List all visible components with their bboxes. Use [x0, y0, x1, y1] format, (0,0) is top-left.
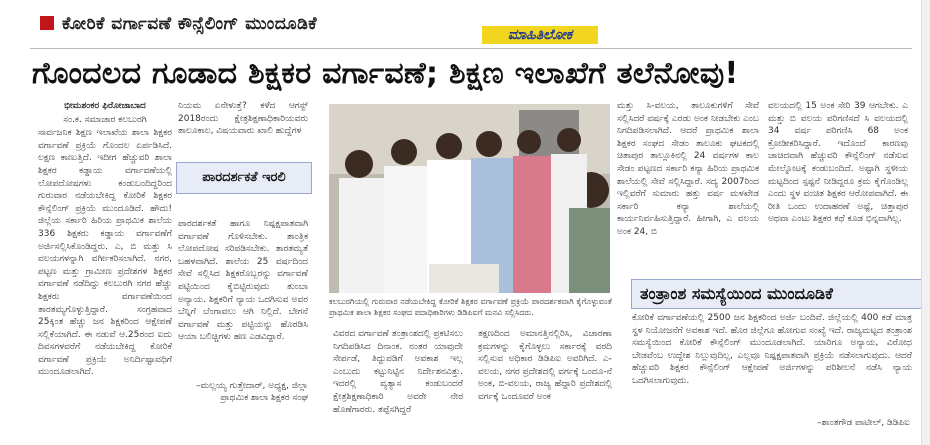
column-2-body: ಪಾರದರ್ಶಕತೆ ಹಾಗೂ ನಿಷ್ಪಕ್ಷಪಾತವಾಗಿ ವರ್ಗಾವಣೆ ಗೊಳಿಸಬೇಕು. ತಾಂತ್ರಿಕ ಲೋಪದೋಷ ಸರಿಪಡಿಸಬೇಕು. ತಾರತಮ್ಯತೆ ಬಹಳವಾಗಿದೆ. ಶಾಲೆಯ 25 ವರ್ಷದಿಂದ ಸೇವೆ ಸಲ್ಲಿಸಿದ ಶಿಕ್ಷಕರೊಬ್ಬರನ್ನು ವರ್ಗಾವಣೆ ಪಟ್ಟಿಯಿಂದ ಕೈಬಿಟ್ಟಿರುವುದು ತುಂಬಾ ಅನ್ಯಾಯ. ಶಿಕ್ಷಕರಿಗೆ ನ್ಯಾಯ ಒದಗಿಸುವ ಅವರ ಬೆನ್ನಿಗೆ ಬೆಂಗಾವಲು ಆಗಿ ನಿಲ್ಲಿದೆ. ಬೇಗನೆ ವರ್ಗಾವಣೆ ಮತ್ತು ಪಟ್ಟಿಯನ್ನು ಹೊರಡಿಸಿ ಆಯಾ ಬಲಿಚ್ಚಿಗಳು ಹಣ ಎಡವಿದ್ದಾರೆ. [178, 219, 308, 343]
page-edge [921, 0, 930, 445]
column-7: ಕೋರಿಕೆ ವರ್ಗಾವಣೆಯಲ್ಲಿ 2500 ಜನ ಶಿಕ್ಷಕರಿಂದ ಅರ್ಜಿ ಬಂದಿವೆ. ಜಿಲ್ಲೆಯಲ್ಲಿ 400 ಕಡೆ ಮಾತ್ರ ಸ್ಥಳ ನಿಯೋಜನೆಗೆ ಅವಕಾಶ ಇದೆ. ಹೊರ ಜಿಲ್ಲೆಗೂ ಹೋಗುವ ಸಂಖ್ಯೆ ಇದೆ. ರಾಜ್ಯಮಟ್ಟದ ತಂತ್ರಾಂಶ ಸಮಸ್ಯೆಯಿಂದ ಕೋರಿಕೆ ಕೌನ್ಸೆಲಿಂಗ್ ಮುಂದೂಡಲಾಗಿದೆ. ಯಾರಿಗೂ ಅನ್ಯಾಯ, ವಿರೋಧ ಬೇಡವೆಂಬ ಉದ್ದೇಶ ನಿಲ್ಲುವುದಿಲ್ಲ, ಎಲ್ಲವೂ ನಿಷ್ಪಕ್ಷಪಾತವಾಗಿ ಪ್ರಕ್ರಿಯೆ ನಡೆಸಲಾಗುವುದು. ಆದರೆ ಹೆಚ್ಚುವರಿ ಶಿಕ್ಷಕರ ಕೌನ್ಸೆಲಿಂಗ್ ಆಕ್ಷೇಪಣೆ ಅರ್ಜಿಗಳನ್ನು ಪರಿಶೀಲನೆ ನಡೆಸಿ ನ್ಯಾಯ ಒದಗಿಸಲಾಗುವುದು. [632, 313, 912, 386]
byline-place: ಸಂ.ಕ. ಸಮಾಚಾರ ಕಲಬುರಗಿ [63, 114, 147, 125]
kicker-text: ಕೋರಿಕೆ ವರ್ಗಾವಣೆ ಕೌನ್ಸೆಲಿಂಗ್ ಮುಂದೂಡಿಕೆ [62, 14, 318, 34]
column-3: ವಿವರದ ವರ್ಗಾವಣೆ ತಂತ್ರಾಂಶದಲ್ಲಿ ಪ್ರಕಟಿಸಲು ನಿಗದಿಪಡಿಸಿದ ದಿನಾಂಕ. ನಂತರ ಯಾವುದೇ ಸೇರ್ಪಡೆ, ತಿದ್ದುಪಡಿಗೆ ಅವಕಾಶ ಇಲ್ಲ ಎಂಬುದು ಕಟ್ಟುನಿಟ್ಟಿನ ನಿರ್ದೇಶನವಿತ್ತು. ಇದರಲ್ಲಿ ವ್ಯತ್ಯಾಸ ಕಂಡುಬಂದರೆ ಕ್ಷೇತ್ರಶಿಕ್ಷಣಾಧಿಕಾರಿ ಅವರೇ ನೇರ ಹೊಣೆಗಾರರು. ತಪ್ಪೆಸಗಿದ್ದರೆ [333, 329, 463, 415]
photo-illustration [329, 104, 610, 293]
photo-caption: ಕಲಬುರಗಿಯಲ್ಲಿ ಗುರುವಾರ ನಡೆಯಬೇಕಿದ್ದ ಕೋರಿಕೆ ಶಿಕ್ಷಕರ ವರ್ಗಾವಣೆ ಪ್ರಕ್ರಿಯೆ ಪಾರದರ್ಶಕವಾಗಿ ಕೈಗೊಳ್ಳುವಂತೆ ಪ್ರಾಥಮಿಕ ಶಾಲಾ ಶಿಕ್ಷಕರ ಸಂಘದ ಪದಾಧಿಕಾರಿಗಳು ಡಿಡಿಪಿಐಗೆ ಮನವಿ ಸಲ್ಲಿಸಿದರು. [329, 297, 612, 317]
sidebar-heading-software-issue: ತಂತ್ರಾಂಶ ಸಮಸ್ಯೆಯಿಂದ ಮುಂದೂಡಿಕೆ [631, 279, 927, 309]
news-photo [329, 104, 610, 293]
column-6: ವಲಯದಲ್ಲಿ 15 ಅಂಕ ಸೇರಿ 39 ಆಗಬೇಕು. ಎ ಮತ್ತು ಬಿ ವಲಯ ಪರಿಗಣಿಸದೆ ಸಿ ವಲಯದಲ್ಲಿ 34 ವರ್ಷ ಪರಿಗಣಿಸಿ 68 ಅಂಕ ಕ್ರೋಡೀಕರಿಸಿದ್ದಾರೆ. ಇದೊಂದೆ ಕಾರಣವು ಚಾಚಿದವಾಗಿ ಹೆಚ್ಚುವರಿ ಕೌನ್ಸೆಲಿಂಗ್ ನಡೆಸುವ ಮೇಲ್ನೋಟಕ್ಕೆ ಕಂಡುಬಂದಿದೆ. ಅಷ್ಟಾಗಿ ಸ್ಥಳೀಯ ಮಟ್ಟದಿಂದ ಸ್ಪಷ್ಟನೆ ನೀಡಿದ್ದರೂ ಕ್ರಮ ಕೈಗೊಂಡಿಲ್ಲ ಎಂದು ಸ್ಥಳ ವಂಚಿತ ಶಿಕ್ಷಕರ ಆರೋಪವಾಗಿದೆ. ಈ ರೀತಿ ಒಂದು ಉದಾಹರಣೆ ಅಷ್ಟೆ, ಚಿತ್ತಾಪುರ ಅಥವಾ ಎಂಟು ಶಿಕ್ಷಕರ ಕಥೆ ಕೂಡ ಭಿನ್ನವಾಗಿಲ್ಲ. [768, 101, 908, 225]
ddpi-signature: –ಶಾಂತಗೌಡ ಪಾಟೀಲ್, ಡಿಡಿಪಿಐ [817, 418, 910, 428]
column-2-top: ನಿಯಮ ಏನೇಳುತ್ತೆ? ಕಳೆದ ಆಗಸ್ಟ್ 2018ರಂದು ಕ್ಷೇತ್ರಶಿಕ್ಷಣಾಧಿಕಾರಿಯವರು ತಾಲೂಕಾಲ, ವಿಷಯವಾರು ಖಾಲಿ ಹುದ್ದೆಗಳ [178, 101, 308, 137]
column-1 [38, 100, 172, 435]
sidebar-heading-transparency: ಪಾರದರ್ಶಕತೆ ಇರಲಿ [176, 162, 312, 194]
column-1-text: ಸಾರ್ವಜನಿಕ ಶಿಕ್ಷಣ ಇಲಾಖೆಯ ಶಾಲಾ ಶಿಕ್ಷಕರ ವರ್ಗಾವಣೆ ಪ್ರಕ್ರಿಯೆ ಗೊಂದಲ ಏರ್ಪಡಿಸಿದೆ. ಲಕ್ಷಣ ಕಾಣುತ್ತಿದೆ. ಇದೀಗ ಹೆಚ್ಚುವರಿ ಶಾಲಾ ಶಿಕ್ಷಕರ ಕಡ್ಡಾಯ ವರ್ಗಾವಣೆಯಲ್ಲಿ ಲೋಪದೋಷಗಳು ಕಂಡುಬಂದಿದ್ದರಿಂದ ಗುರುವಾರ ನಡೆಯಬೇಕಿದ್ದ ಕೋರಿಕೆ ಶಿಕ್ಷಕರ ಕೌನ್ಸೆಲಿಂಗ್ ಪ್ರಕ್ರಿಯೆ ಮುಂದೂಡಿದೆ. ಹೌದು! ಜಿಲ್ಲೆಯ ಸರ್ಕಾರಿ ಹಿರಿಯ ಪ್ರಾಥಮಿಕ ಶಾಲೆಯ 336 ಶಿಕ್ಷಕರು ಕಡ್ಡಾಯ ವರ್ಗಾವಣೆಗೆ ಅರ್ಜಿಸಲ್ಲಿಸಿಕೊಂಡಿದ್ದರು. ಎ, ಬಿ ಮತ್ತು ಸಿ ವಲಯಗಳನ್ನಾಗಿ ವರ್ಗೀಕರಿಸಲಾಗಿದೆ. ನಗರ, ಪಟ್ಟಣ ಮತ್ತು ಗ್ರಾಮೀಣ ಪ್ರದೇಶಗಳ ಶಿಕ್ಷಕರ ವರ್ಗಾವಣೆ ನಡೆದಿದ್ದು ಕಲಬುರಗಿ ನಗರ ಹೆಚ್ಚು ಶಿಕ್ಷಕರು ವರ್ಗಾವಣೆಯಿಂದ ತಾರತಮ್ಯಗೊಳ್ಳುತ್ತಿದ್ದಾರೆ. ಸಂಗ್ರಹವಾದ 25ಕ್ಕಿಂತ ಹೆಚ್ಚು ಜನ ಶಿಕ್ಷಕರಿಂದ ಆಕ್ಷೇಪಣೆ ಸಲ್ಲಿಕೆಯಾಗಿದೆ. ಈ ನಡುವೆ ಆ.25ರಂದ ಐದು ದಿವಸಗಳವರೆಗೆ ನಡೆಯಬೇಕಿದ್ದ ಕೋರಿಕೆ ವರ್ಗಾವಣೆ ಪ್ರಕ್ರಿಯೆ ಅನಿರ್ದಿಷ್ಟಾವಧಿಗೆ ಮುಂದೂಡಲಾಗಿದೆ. [38, 128, 172, 378]
column-5: ಮತ್ತು ಸಿ-ವಲಯ, ತಾಲೂಕುಗಳಿಗೆ ಸೇವೆ ಸಲ್ಲಿಸಿದರೆ ವರ್ಷಕ್ಕೆ ಎರಡು ಅಂಕ ನೀಡಬೇಕು ಎಂಬ ನಿಗದಿಪಡಿಸಲಾಗಿದೆ. ಆದರೆ ಪ್ರಾಥಮಿಕ ಶಾಲಾ ಶಿಕ್ಷಕರ ಸಂಘದ ಸೇಡಂ ತಾಲೂಕು ಘಟಕದಲ್ಲಿ ಚಿತಾಪುರ ತಾಲ್ಲೂಕಿನಲ್ಲಿ 24 ವರ್ಷಗಳ ಕಾಲ ಸೇಡಂ ಪಟ್ಟಣದ ಸರ್ಕಾರಿ ಕನ್ಯಾ ಹಿರಿಯ ಪ್ರಾಥಮಿಕ ಶಾಲೆಯಲ್ಲಿ ಸೇವೆ ಸಲ್ಲಿಸಿದ್ದಾರೆ. ಸದ್ಯ 2007ರಿಂದ ಇಲ್ಲಿವರೆಗೆ ಸುಮಾರು ಹತ್ತು ವರ್ಷ ಮಳಖೇಡ ಸರ್ಕಾರಿ ಕನ್ಯಾ ಶಾಲೆಯಲ್ಲಿ ಕಾರ್ಯನಿರ್ವಹಿಸುತ್ತಿದ್ದಾರೆ. ಹೀಗಾಗಿ, ಎ ವಲಯ ಅಂಕ 24, ಬಿ [617, 101, 759, 237]
divider [30, 48, 912, 49]
column-4: ತಕ್ಷಣದಿಂದ ಅಮಾನತ್ತಿನಲ್ಲಿರಿಸಿ, ವಿಚಾರಣಾ ಕ್ರಮಗಳನ್ನು ಕೈಗೊಳ್ಳಲು ಸರ್ಕಾರಕ್ಕೆ ವರದಿ ಸಲ್ಲಿಸುವ ಅಧಿಕಾರ ಡಿಡಿಪಿಐ ಅವರಿಗಿದೆ. ಎ-ವಲಯ, ನಗರ ಪ್ರದೇಶದಲ್ಲಿ ವರ್ಗಕ್ಕೆ ಒಂದೂ-ನೆ ಅಂಕ, ಬಿ-ವಲಯ, ರಾಜ್ಯ ಹೆದ್ದಾರಿ ಪ್ರದೇಶದಲ್ಲಿ ವರ್ಗಕ್ಕೆ ಒಂದೂವರೆ ಅಂಕ [478, 329, 612, 402]
headline: ಗೊಂದಲದ ಗೂಡಾದ ಶಿಕ್ಷಕರ ವರ್ಗಾವಣೆ; ಶಿಕ್ಷಣ ಇಲಾಖೆಗೆ ತಲೆನೋವು! [32, 56, 739, 91]
kicker-bar [40, 16, 54, 30]
section-tag: ಮಾಹಿತಿಲೋಕ [482, 26, 598, 44]
byline: ಭೀಮಶಂಕರ ಫಿರೋಜಾಬಾದ [64, 101, 146, 111]
quote-signature: –ಮಲ್ಲಯ್ಯ ಗುತ್ತೇದಾರ್, ಅಧ್ಯಕ್ಷ, ಜಿಲ್ಲಾ ಪ್ರಾಥಮಿಕ ಶಾಲಾ ಶಿಕ್ಷಕರ ಸಂಘ [195, 381, 308, 403]
